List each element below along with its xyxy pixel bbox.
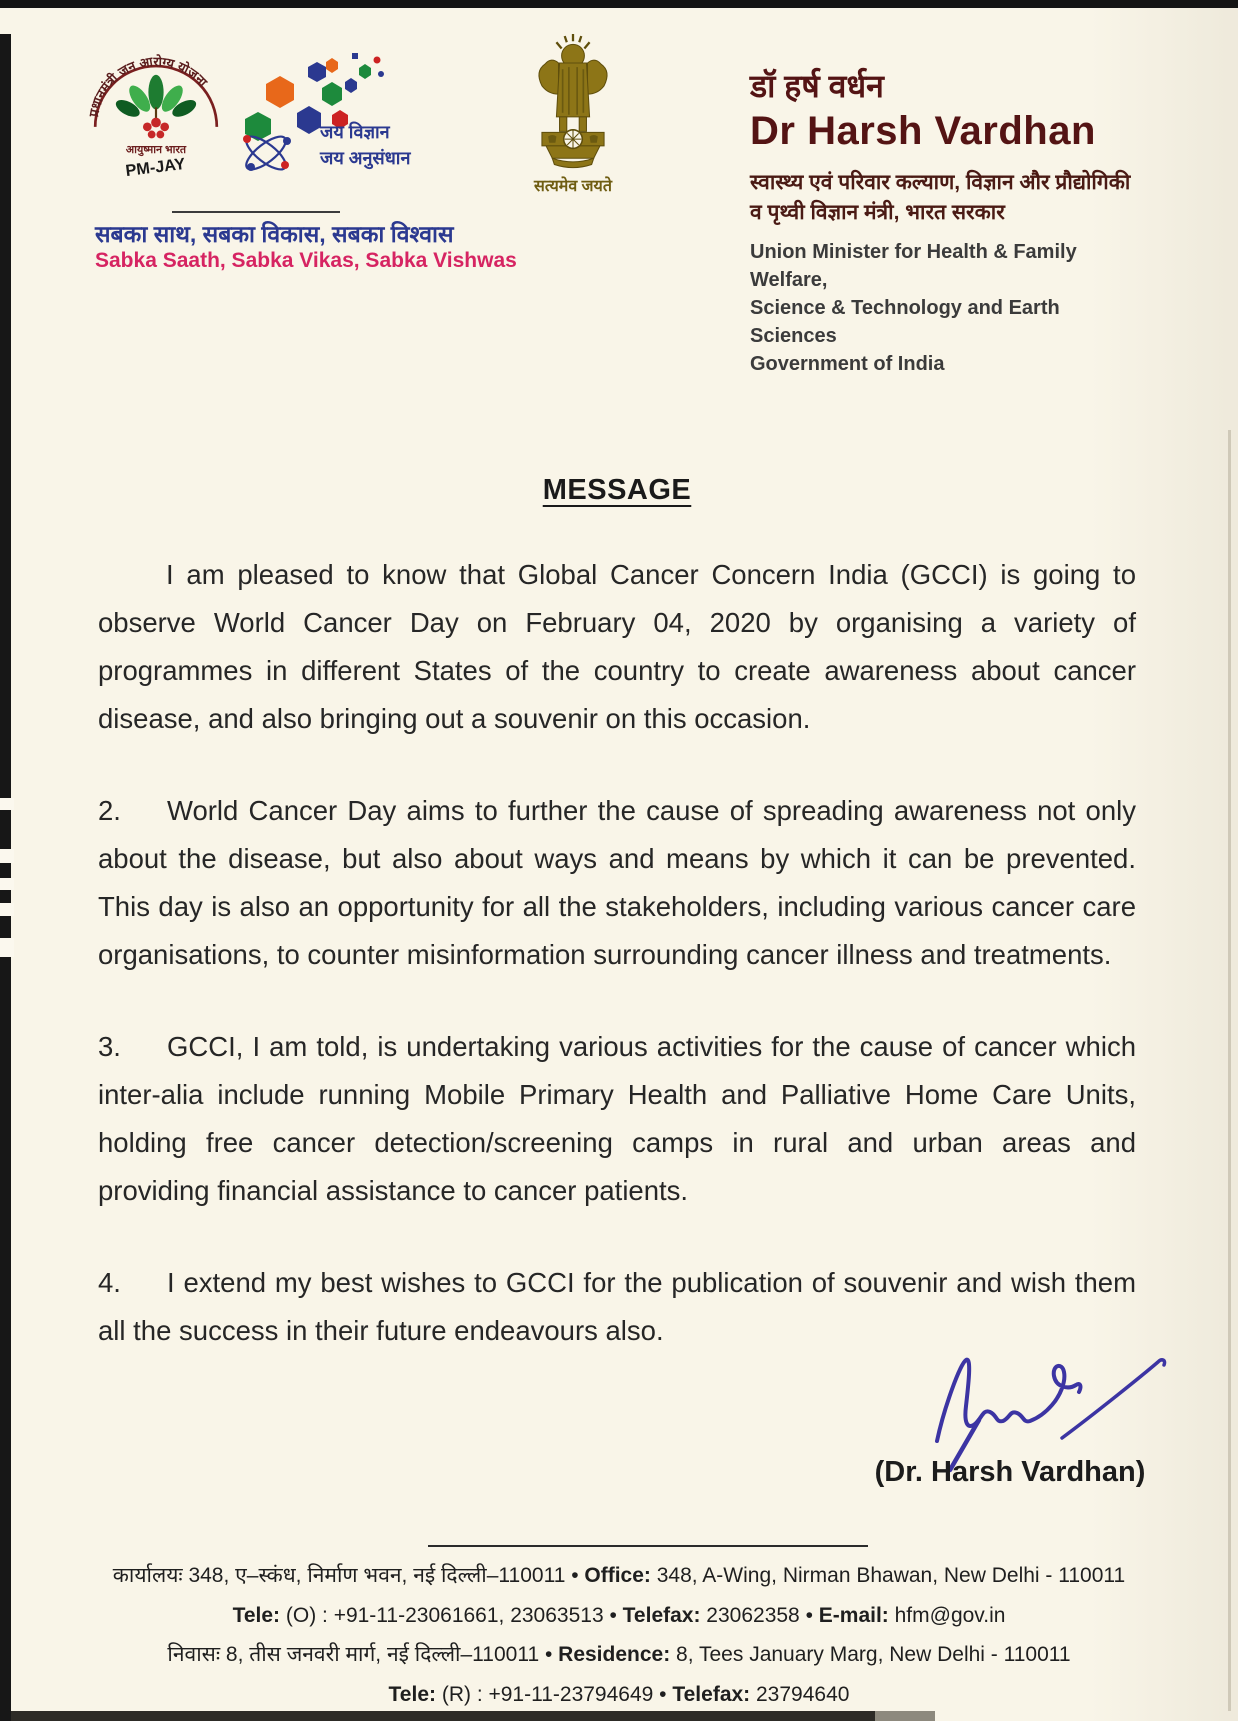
science-logo-line2: जय अनुसंधान	[320, 148, 411, 168]
footer-residence-line: निवासः 8, तीस जनवरी मार्ग, नई दिल्ली–110011 • Residence: 8, Tees January Marg, New Delhi - 110011	[167, 1643, 1071, 1666]
scan-right-fold	[1228, 430, 1231, 1711]
paragraph-number: 3.	[98, 1031, 121, 1062]
science-logo	[228, 52, 418, 180]
signature-name: (Dr. Harsh Vardhan)	[874, 1456, 1146, 1488]
pmjay-arc-text: प्रधानमंत्री जन आरोग्य योजना	[85, 53, 211, 118]
pmjay-sub2: PM-JAY	[124, 154, 187, 181]
footer-divider	[428, 1545, 868, 1547]
footer-residence-tele-line: Tele: (R) : +91-11-23794649 • Telefax: 23794640	[388, 1682, 850, 1706]
dharma-chakra	[564, 130, 583, 149]
paragraph-2: 2. World Cancer Day aims to further the cause of spreading awareness not only about the disease, but also about ways and means by which it can be prevented. This day is also an opportunity for all the stakeholders, including various cancer care organisations, to counter misinformation surrounding cancer illness and treatments.	[98, 787, 1136, 979]
letter-body	[98, 474, 1136, 1399]
binding-notch	[0, 878, 14, 890]
paragraph-number: 4.	[98, 1267, 121, 1298]
slogan-english: Sabka Saath, Sabka Vikas, Sabka Vishwas	[95, 249, 517, 272]
minister-title-english: Union Minister for Health & Family Welfare, Science & Technology and Earth Sciences Government of India	[750, 241, 1077, 375]
minister-block	[750, 64, 1150, 378]
paragraph-4: 4. I extend my best wishes to GCCI for the publication of souvenir and wish them all the success in their future endeavours also.	[98, 1259, 1136, 1355]
slogan-hindi: सबका साथ, सबका विकास, सबका विश्वास	[95, 221, 454, 247]
slogan-divider	[172, 211, 340, 213]
paragraph-3: 3. GCCI, I am told, is undertaking various activities for the cause of cancer which inter-alia include running Mobile Primary Health and Palliative Home Care Units, holding free cancer detection/screening camps in rural and urban areas and providing financial assistance to cancer patients.	[98, 1023, 1136, 1215]
binding-notch	[0, 798, 14, 810]
message-heading: MESSAGE	[542, 474, 692, 506]
paragraph-number: 2.	[98, 795, 121, 826]
footer-office-line: कार्यालयः 348, ए–स्कंध, निर्माण भवन, नई दिल्ली–110011 • Office: 348, A-Wing, Nirman Bhawan, New Delhi - 110011	[112, 1564, 1126, 1587]
science-logo-line1: जय विज्ञान	[320, 122, 390, 142]
binding-notch	[0, 849, 14, 863]
binding-notch	[0, 903, 14, 916]
minister-name-hindi: डॉ हर्ष वर्धन	[750, 68, 884, 104]
pmjay-sub1: आयुष्मान भारत	[125, 143, 187, 156]
pmjay-berries	[143, 118, 169, 139]
binding-notch	[0, 938, 14, 957]
minister-title-hindi: स्वास्थ्य एवं परिवार कल्याण, विज्ञान और प्रौद्योगिकी व पृथ्वी विज्ञान मंत्री, भारत सरकार	[750, 171, 1131, 224]
emblem-caption: सत्यमेव जयते	[534, 178, 612, 195]
scan-top-edge	[0, 0, 1238, 8]
paragraph-1: I am pleased to know that Global Cancer Concern India (GCCI) is going to observe World Cancer Day on February 04, 2020 by organising a variety of programmes in different States of the country to create awareness about cancer disease, and also bringing out a souvenir on this occasion.	[98, 559, 1136, 734]
footer-office-tele-line: Tele: (O) : +91-11-23061661, 23063513 • Telefax: 23062358 • E-mail: hfm@gov.in	[232, 1603, 1006, 1627]
minister-name-english: Dr Harsh Vardhan	[750, 109, 1096, 153]
pmjay-logo	[80, 40, 232, 192]
footer-contact-block	[58, 1556, 1180, 1714]
signature-ink	[922, 1346, 1180, 1474]
national-emblem	[520, 34, 626, 179]
pmjay-leaves	[113, 75, 199, 121]
